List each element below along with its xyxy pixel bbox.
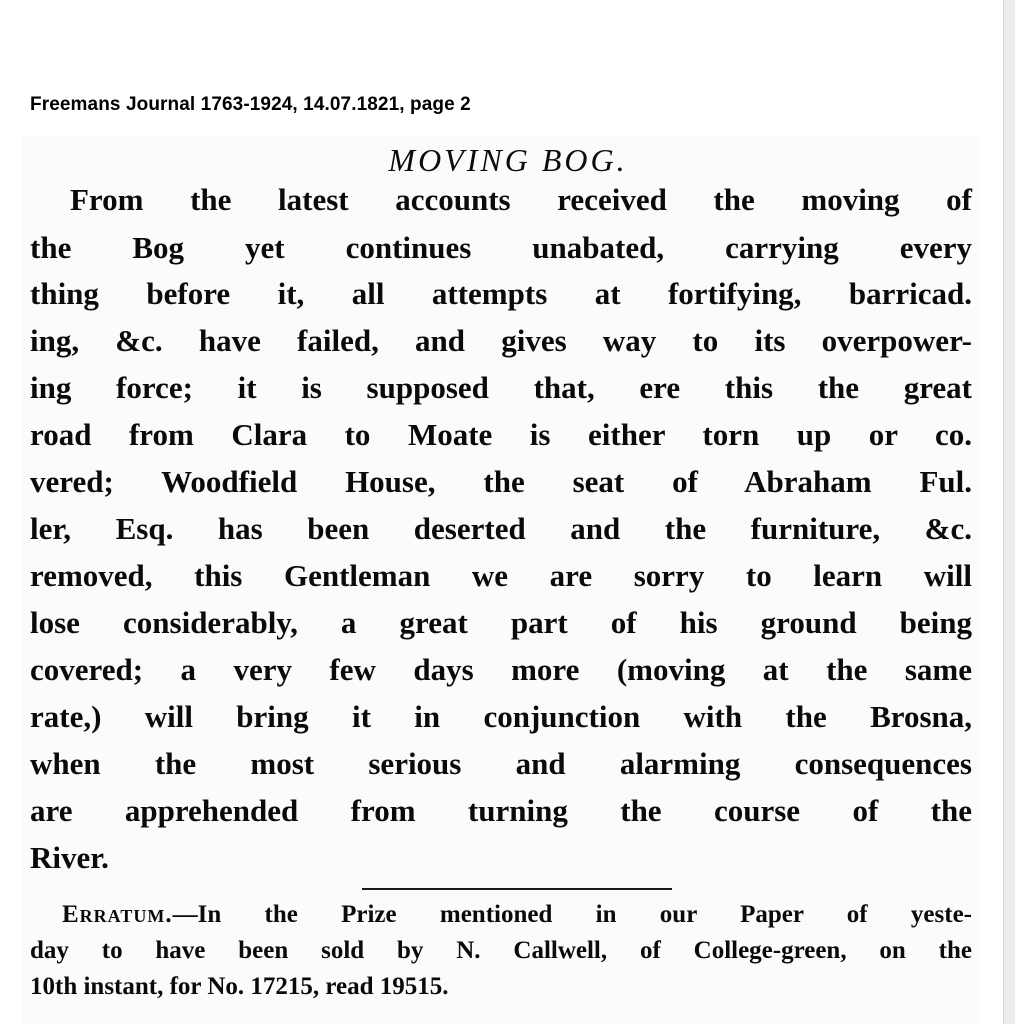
article-line: when the most serious and alarming consequences [30, 746, 972, 781]
article-line: ing, &c. have failed, and gives way to its overpower- [30, 323, 972, 358]
source-caption: Freemans Journal 1763-1924, 14.07.1821, page 2 [30, 94, 471, 115]
article-line: lose considerably, a great part of his ground being [30, 605, 972, 640]
window-edge [1003, 0, 1015, 1024]
erratum-line: 10th instant, for No. 17215, read 19515. [30, 973, 449, 1000]
article-line: ing force; it is supposed that, ere this the great [30, 370, 972, 405]
article-line: the Bog yet continues unabated, carrying every [30, 230, 972, 265]
article-line: thing before it, all attempts at fortifying, barricad. [30, 276, 972, 311]
article-line: road from Clara to Moate is either torn up or co. [30, 417, 972, 452]
erratum-label: Erratum. [62, 901, 173, 928]
article-line: removed, this Gentleman we are sorry to learn will [30, 558, 972, 593]
article-line: rate,) will bring it in conjunction with the Brosna, [30, 699, 972, 734]
article-line: From the latest accounts received the moving of [70, 182, 972, 217]
erratum-line: day to have been sold by N. Callwell, of College-green, on the [30, 937, 972, 964]
article-line: River. [30, 840, 109, 875]
article-line: vered; Woodfield House, the seat of Abraham Ful. [30, 464, 972, 499]
article-line: covered; a very few days more (moving at the same [30, 652, 972, 687]
article-headline: MOVING BOG. [388, 142, 628, 178]
newspaper-clipping [22, 136, 980, 1024]
erratum-text: —In the Prize mentioned in our Paper of yeste- [172, 901, 972, 928]
section-divider [362, 888, 672, 890]
article-line: are apprehended from turning the course of the [30, 793, 972, 828]
article-line: ler, Esq. has been deserted and the furniture, &c. [30, 511, 972, 546]
erratum-line [62, 900, 972, 930]
